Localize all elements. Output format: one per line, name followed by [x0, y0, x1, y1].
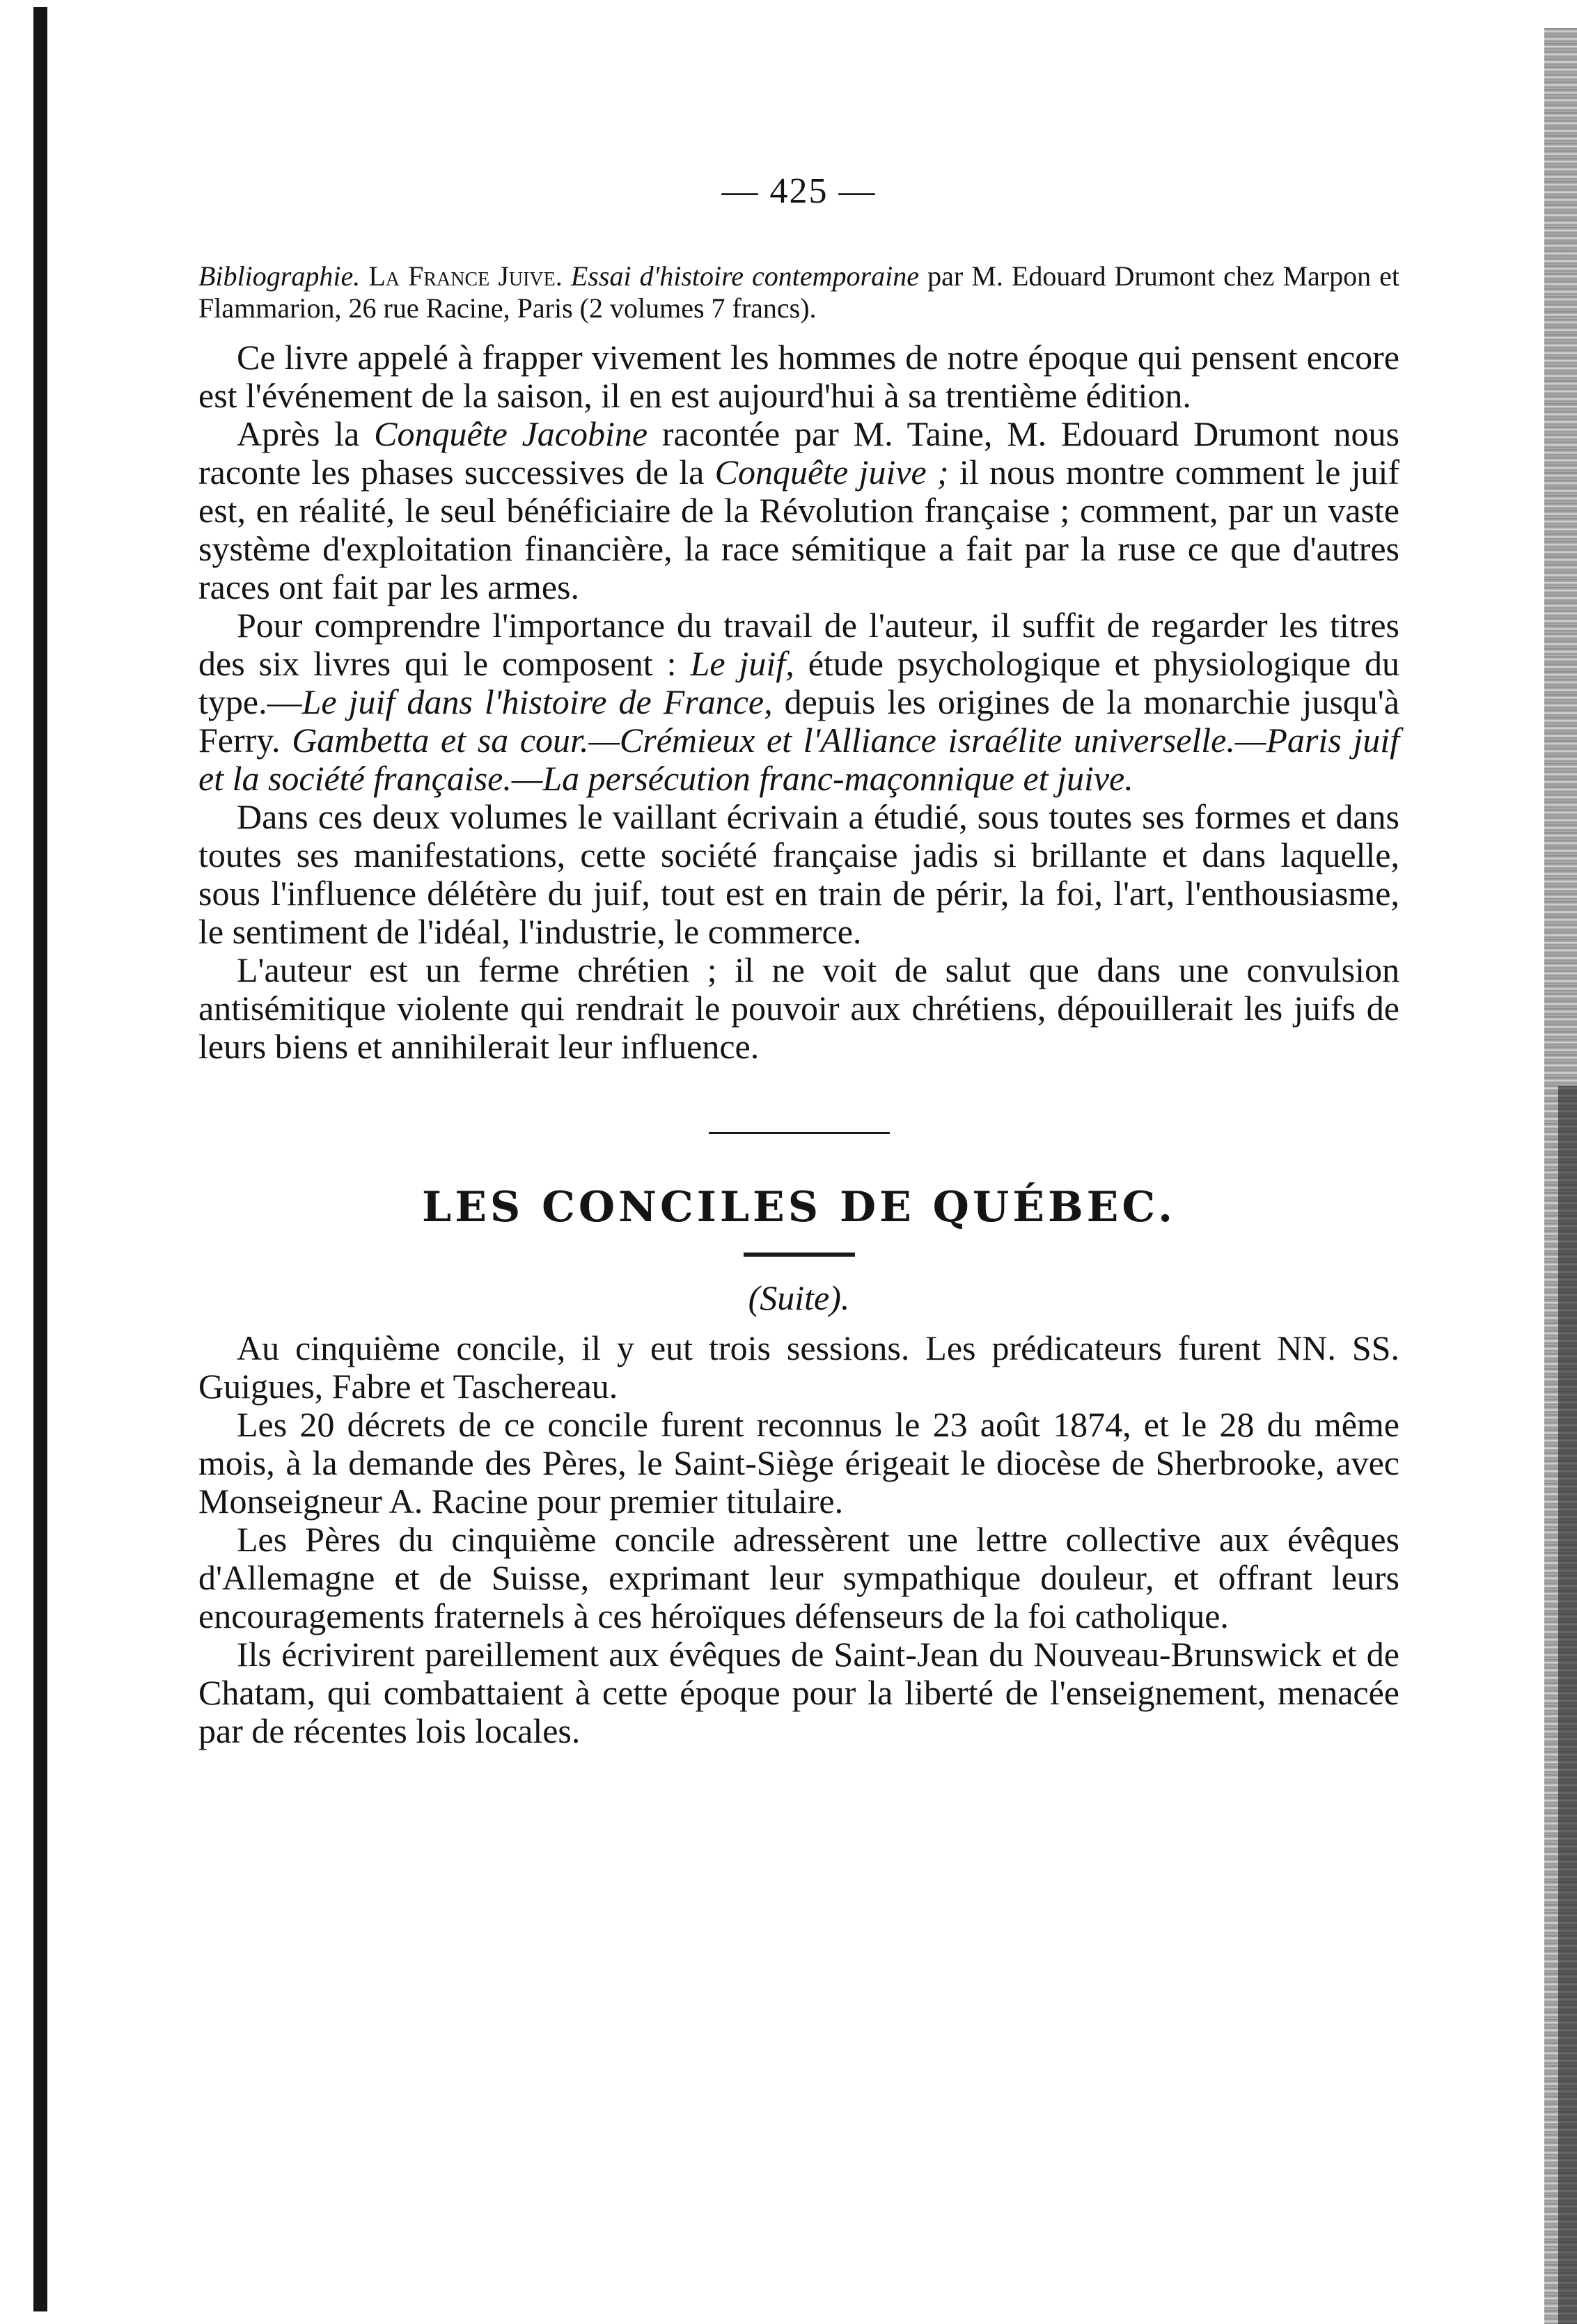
work-title: Conquête juive ;	[714, 453, 949, 492]
text-run: Pour comprendre l'importance du travail de l'auteur, il suffit de regarder les titres des six livres qui le composent :	[198, 606, 1399, 683]
review-paragraph-1: Ce livre appelé à frapper vivement les hommes de notre époque qui pensent encore est l'événement de la saison, il en est aujourd'hui à sa trentième édition.	[198, 338, 1399, 415]
text-run: Après la	[237, 414, 375, 453]
section-paragraph-1: Au cinquième concile, il y eut trois sessions. Les prédicateurs furent NN. SS. Guigues, Fabre et Taschereau.	[198, 1328, 1399, 1406]
text-run: étude psychologique et physiologique du type.—	[198, 644, 1400, 721]
title-underline	[744, 1253, 855, 1257]
text-run: il nous montre comment le juif est, en réalité, le seul bénéficiaire de la Révolution française ; comment, par un vaste système d'exploitation financière, la race sémitique a fait par la ruse ce que d'autres races ont fait par les armes.	[198, 453, 1400, 606]
bibliography-entry	[198, 260, 1399, 324]
work-title: Conquête Jacobine	[374, 414, 648, 453]
section-paragraph-2: Les 20 décrets de ce concile furent reconnus le 23 août 1874, et le 28 du même mois, à la demande des Pères, le Saint-Siège érigeait le diocèse de Sherbrooke, avec Monseigneur A. Racine pour premier titulaire.	[198, 1405, 1399, 1521]
chapter-title: Le juif,	[690, 644, 794, 683]
chapter-titles: Gambetta et sa cour.—Crémieux et l'Alliance israélite universelle.—Paris juif et la société française.—La persécution franc-maçonnique et juive.	[198, 721, 1399, 798]
book-title: La France Juive.	[368, 260, 563, 292]
chapter-title: Le juif dans l'histoire de France,	[301, 682, 773, 721]
section-paragraph-3: Les Pères du cinquième concile adressèrent une lettre collective aux évêques d'Allemagne et de Suisse, exprimant leur sympathique douleur, et offrant leurs encouragements fraternels à ces héroïques défenseurs de la foi catholique.	[198, 1520, 1399, 1635]
review-paragraph-4: Dans ces deux volumes le vaillant écrivain a étudié, sous toutes ses formes et dans toutes ses manifestations, cette société française jadis si brillante et dans laquelle, sous l'influence délétère du juif, tout est en train de périr, la foi, l'art, l'enthousiasme, le sentiment de l'idéal, l'industrie, le commerce.	[198, 797, 1399, 951]
review-paragraph-5: L'auteur est un ferme chrétien ; il ne voit de salut que dans une convulsion antisémitique violente qui rendrait le pouvoir aux chrétiens, dépouillerait les juifs de leurs biens et annihilerait leur influence.	[198, 950, 1399, 1066]
bibliography-label: Bibliographie.	[198, 260, 361, 292]
review-paragraph-3	[198, 606, 1399, 798]
page-binding-edge	[33, 7, 47, 2311]
page-content	[198, 171, 1399, 1750]
book-publication-details: par M. Edouard Drumont chez Marpon et Flammarion, 26 rue Racine, Paris (2 volumes 7 francs).	[198, 260, 1400, 324]
book-subtitle: Essai d'histoire contemporaine	[570, 260, 919, 292]
section-divider	[709, 1132, 890, 1134]
page-fore-edge-shadow	[1558, 1086, 1577, 2324]
section-title: LES CONCILES DE QUÉBEC.	[422, 1183, 1176, 1232]
text-run: depuis les origines de la monarchie jusqu'à Ferry.	[198, 682, 1399, 760]
review-paragraph-2	[198, 415, 1399, 606]
section-subtitle: (Suite).	[748, 1278, 850, 1317]
section-paragraph-4: Ils écrivirent pareillement aux évêques de Saint-Jean du Nouveau-Brunswick et de Chatam, qui combattaient à cette époque pour la liberté de l'enseignement, menacée par de récentes lois locales.	[198, 1635, 1399, 1750]
page-number: — 425 —	[721, 171, 877, 211]
text-run: racontée par M. Taine, M. Edouard Drumont nous raconte les phases successives de la	[198, 414, 1399, 492]
